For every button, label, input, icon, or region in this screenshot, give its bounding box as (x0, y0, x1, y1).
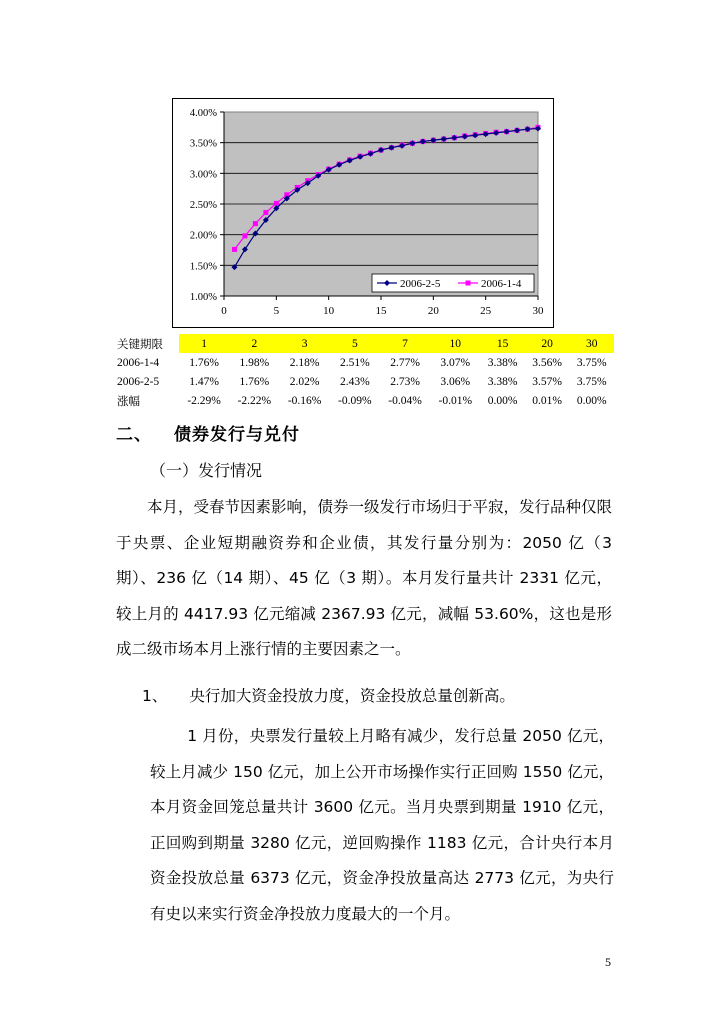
data-point (274, 201, 279, 206)
body-paragraph: 1 月份，央票发行量较上月略有减少，发行总量 2050 亿元，较上月减少 150 亿元，加上公开市场操作实行正回购 1550 亿元，本月资金回笼总量共计 3600 亿元。当月央票到期量 1910 亿元，正回购到期量 3280 亿元，逆回购操作 1183 亿元，合计央行本月资金投放总量 6373 亿元，资金净投放量高达 2773 亿元，为央行有史以来实行资金净投放力度最大的一个月。 (150, 727, 614, 923)
x-tick-label: 20 (427, 305, 439, 317)
x-tick-label: 25 (480, 305, 492, 317)
x-tick-label: 5 (273, 305, 280, 317)
section-number: 二、 (116, 425, 152, 445)
y-tick-label: 2.50% (189, 200, 217, 211)
table-row (116, 353, 614, 372)
legend-marker (466, 281, 471, 286)
table-cell: -2.22% (237, 394, 272, 407)
table-cell: 2.18% (289, 356, 320, 369)
list-item-number: 1、 (142, 687, 168, 705)
table-cell: 2.73% (390, 375, 420, 388)
table-cell: 3.06% (440, 375, 471, 388)
y-tick-label: 3.50% (189, 138, 217, 150)
x-tick-label: 0 (221, 305, 227, 317)
key-term-table (116, 334, 614, 410)
table-cell: 3.56% (532, 356, 563, 369)
section-title: 债券发行与兑付 (174, 425, 300, 445)
table-cell: 0.00% (576, 394, 607, 407)
table-cell: 0.01% (532, 394, 563, 407)
row-label: 2006-2-5 (117, 375, 160, 388)
term-cell: 20 (525, 334, 570, 353)
row-label: 涨幅 (117, 395, 140, 408)
subsection-heading: （一）发行情况 (150, 461, 263, 480)
section-heading (116, 420, 300, 445)
table-cell: 1.47% (189, 375, 219, 388)
term-cell: 1 (179, 334, 229, 353)
list-item-heading (142, 684, 515, 706)
table-cell: 2.02% (289, 375, 320, 388)
table-cell: 3.38% (487, 356, 518, 369)
table-cell: 2.77% (390, 356, 420, 369)
x-tick-label: 10 (323, 305, 335, 317)
table-cell: 2.51% (339, 356, 370, 369)
table-cell: 3.57% (532, 375, 563, 388)
yield-curve-chart (172, 98, 554, 328)
table-cell: -0.09% (338, 394, 372, 407)
table-cell: 2.43% (339, 375, 370, 388)
table-cell: -0.01% (438, 394, 473, 407)
y-tick-label: 3.00% (189, 169, 217, 181)
page-number: 5 (605, 955, 611, 969)
list-item-title: 央行加大资金投放力度，资金投放总量创新高。 (189, 687, 515, 705)
y-tick-label: 1.50% (189, 261, 217, 273)
term-cell: 2 (229, 334, 279, 353)
table-cell: -0.16% (287, 394, 322, 407)
data-point (232, 247, 237, 252)
table-cell: 3.38% (487, 375, 518, 388)
data-point (242, 233, 247, 238)
y-tick-label: 4.00% (189, 108, 217, 119)
table-cell: 0.00% (487, 394, 518, 407)
table-header-label: 关键期限 (116, 334, 179, 353)
table-cell: 1.76% (239, 375, 270, 388)
table-cell: -0.04% (388, 394, 422, 407)
data-point (253, 221, 258, 226)
table-cell: 1.76% (189, 356, 219, 369)
term-cell: 10 (430, 334, 480, 353)
row-label: 2006-1-4 (117, 356, 160, 369)
y-tick-label: 1.00% (189, 292, 217, 303)
y-tick-label: 2.00% (189, 230, 217, 242)
term-cell: 5 (330, 334, 380, 353)
table-row (116, 391, 614, 410)
legend-label: 2006-2-5 (400, 278, 441, 290)
term-cell: 7 (380, 334, 430, 353)
table-cell: 3.75% (576, 375, 607, 388)
x-tick-label: 15 (375, 305, 387, 317)
body-paragraph: 本月，受春节因素影响，债券一级发行市场归于平寂，发行品种仅限于央票、企业短期融资券和企业债，其发行量分别为：2050 亿（3 期）、236 亿（14 期）、45 亿（3 期）。本月发行量共计 2331 亿元，较上月的 4417.93 亿元缩减 2367.93 亿元，减幅 53.60%，这也是形成二级市场本月上涨行情的主要因素之一。 (116, 498, 613, 658)
legend-label: 2006-1-4 (481, 278, 522, 290)
table-cell: 3.07% (440, 356, 471, 369)
data-point (263, 210, 268, 215)
term-cell: 30 (569, 334, 614, 353)
table-cell: -2.29% (187, 394, 221, 407)
table-header-row (116, 334, 614, 353)
x-tick-label: 30 (532, 305, 544, 317)
table-cell: 3.75% (576, 356, 607, 369)
table-row (116, 372, 614, 391)
term-cell: 3 (279, 334, 329, 353)
term-cell: 15 (480, 334, 525, 353)
table-cell: 1.98% (239, 356, 270, 369)
